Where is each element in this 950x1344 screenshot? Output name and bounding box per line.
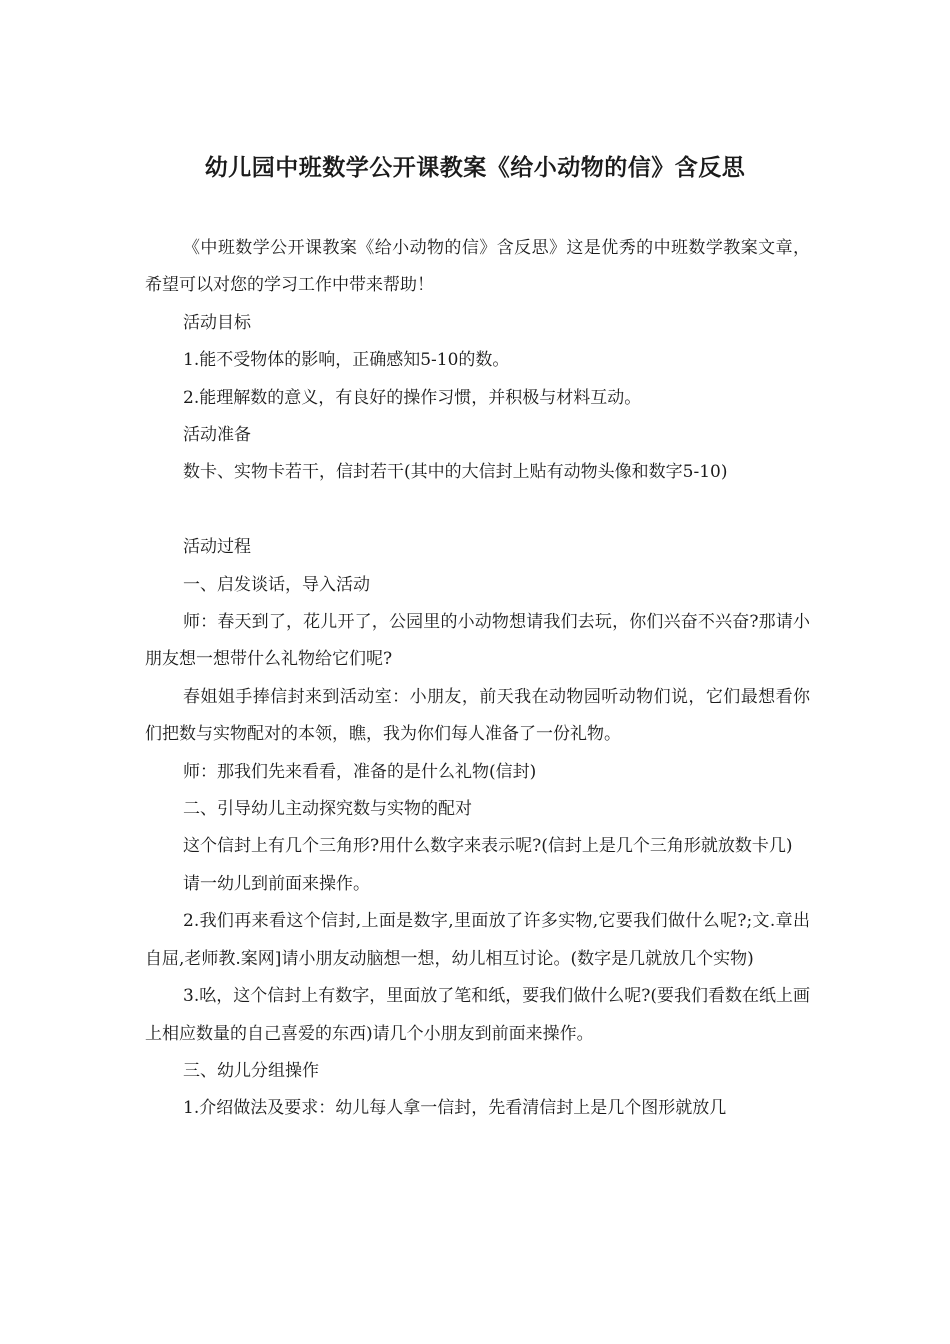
paragraph-teacher-2: 师：那我们先来看看，准备的是什么礼物(信封) — [183, 761, 537, 782]
goal-item-1: 1.能不受物体的影响，正确感知5-10的数。 — [183, 350, 510, 371]
intro-paragraph: 《中班数学公开课教案《给小动物的信》含反思》这是优秀的中班数学教案文章，希望可以对您的学习工作中带来帮助！ — [145, 238, 810, 296]
document-body — [145, 230, 810, 1128]
step-heading-1: 一、启发谈话，导入活动 — [183, 574, 370, 595]
goal-item-2: 2.能理解数的意义，有良好的操作习惯，并积极与材料互动。 — [183, 387, 642, 408]
preparation-paragraph: 数卡、实物卡若干，信封若干(其中的大信封上贴有动物头像和数字5-10) — [183, 462, 728, 483]
step-heading-3: 三、幼儿分组操作 — [183, 1060, 319, 1081]
document-title: 幼儿园中班数学公开课教案《给小动物的信》含反思 — [204, 155, 746, 181]
paragraph-item-2: 2.我们再来看这个信封,上面是数字,里面放了许多实物,它要我们做什么呢?;文.章出自屈,老师教.案网]请小朋友动脑想一想，幼儿相互讨论。(数字是几就放几个实物) — [145, 911, 810, 969]
paragraph-child-operate: 请一幼儿到前面来操作。 — [183, 873, 370, 894]
section-heading-preparation: 活动准备 — [183, 425, 251, 446]
paragraph-spring-sister: 春姐姐手捧信封来到活动室：小朋友，前天我在动物园听动物们说，它们最想看你们把数与实物配对的本领，瞧，我为你们每人准备了一份礼物。 — [145, 686, 810, 745]
blank-line — [145, 492, 810, 529]
section-heading-goals: 活动目标 — [183, 312, 251, 333]
paragraph-item-3: 3.吆，这个信封上有数字，里面放了笔和纸，要我们做什么呢?(要我们看数在纸上画上相应数量的自己喜爱的东西)请几个小朋友到前面来操作。 — [145, 986, 810, 1044]
paragraph-method: 1.介绍做法及要求：幼儿每人拿一信封，先看清信封上是几个图形就放几 — [183, 1098, 727, 1119]
paragraph-teacher-1: 师：春天到了，花儿开了，公园里的小动物想请我们去玩，你们兴奋不兴奋?那请小朋友想一想带什么礼物给它们呢? — [145, 612, 810, 670]
paragraph-triangle-envelope: 这个信封上有几个三角形?用什么数字来表示呢?(信封上是几个三角形就放数卡几) — [183, 836, 793, 857]
step-heading-2: 二、引导幼儿主动探究数与实物的配对 — [183, 799, 472, 820]
section-heading-process: 活动过程 — [183, 537, 251, 558]
